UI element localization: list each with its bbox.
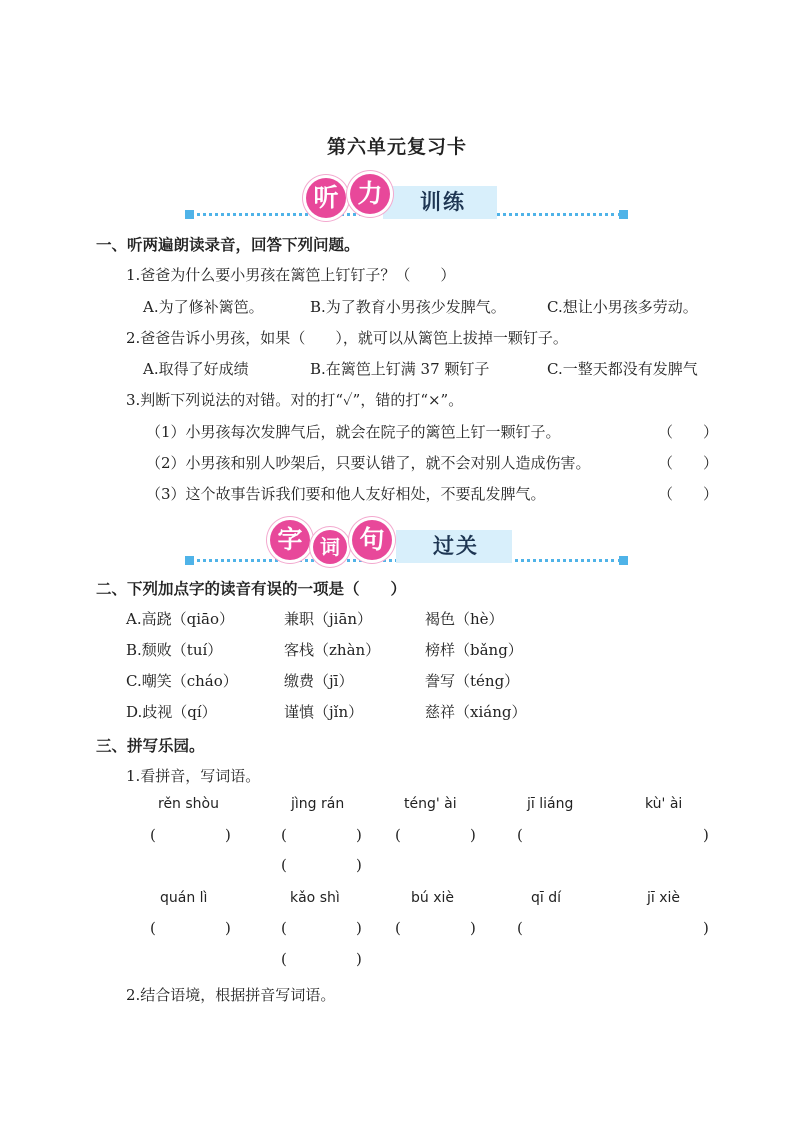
banner-circle-1: 听 xyxy=(306,178,346,218)
q2-option-b: B.在篱笆上钉满 37 颗钉子 xyxy=(310,360,490,378)
q3-item-1: （1）小男孩每次发脾气后，就会在院子的篱笆上钉一颗钉子。 xyxy=(146,423,561,441)
s2-a-3: 褐色（hè） xyxy=(425,610,504,628)
divider-end-square xyxy=(185,210,194,219)
question-2: 2.爸爸告诉小男孩，如果（ ），就可以从篱笆上拔掉一颗钉子。 xyxy=(126,329,568,347)
pinyin-8: bú xiè xyxy=(411,890,454,906)
close-bracket: ) xyxy=(356,856,362,874)
pinyin-7: kǎo shì xyxy=(290,890,340,906)
pinyin-1: rěn shòu xyxy=(158,796,219,812)
open-bracket: ( xyxy=(150,919,156,937)
open-bracket: ( xyxy=(281,919,287,937)
banner-tab: 训练 xyxy=(383,186,497,219)
open-bracket: ( xyxy=(150,826,156,844)
s2-b-2: 客栈（zhàn） xyxy=(284,641,381,659)
s2-c-2: 缴费（jī） xyxy=(284,672,354,690)
banner-tab: 过关 xyxy=(396,530,512,563)
pinyin-9: qī dí xyxy=(531,890,562,906)
section2-heading: 二、下列加点字的读音有误的一项是（ ） xyxy=(96,579,407,598)
q1-option-a: A.为了修补篱笆。 xyxy=(143,298,264,316)
q2-option-a: A.取得了好成绩 xyxy=(143,360,249,378)
section3-heading: 三、拼写乐园。 xyxy=(96,736,205,755)
pinyin-2: jìng rán xyxy=(291,796,345,812)
q1-option-c: C.想让小男孩多劳动。 xyxy=(547,298,698,316)
s2-c-1: C.嘲笑（cháo） xyxy=(126,672,238,690)
s2-a-1: A.高跷（qiāo） xyxy=(126,610,234,628)
close-bracket: ) xyxy=(703,919,709,937)
q1-option-b: B.为了教育小男孩少发脾气。 xyxy=(310,298,506,316)
section1-heading: 一、听两遍朗读录音，回答下列问题。 xyxy=(96,235,360,254)
s2-b-1: B.颓败（tuí） xyxy=(126,641,223,659)
banner-circle-3: 句 xyxy=(352,520,392,560)
s2-a-2: 兼职（jiān） xyxy=(284,610,373,628)
s2-b-3: 榜样（bǎng） xyxy=(425,641,523,659)
q3-item-2: （2）小男孩和别人吵架后，只要认错了，就不会对别人造成伤害。 xyxy=(146,454,591,472)
s2-c-3: 誊写（téng） xyxy=(425,672,520,690)
open-bracket: ( xyxy=(395,919,401,937)
open-bracket: ( xyxy=(281,826,287,844)
pinyin-3: téng' ài xyxy=(404,796,457,812)
close-bracket: ) xyxy=(225,826,231,844)
close-bracket: ) xyxy=(225,919,231,937)
q3-item-3-blank[interactable]: （ ） xyxy=(658,485,719,503)
open-bracket: ( xyxy=(281,950,287,968)
q2-option-c: C.一整天都没有发脾气 xyxy=(547,360,698,378)
sub-question-2: 2.结合语境，根据拼音写词语。 xyxy=(126,986,336,1004)
close-bracket: ) xyxy=(356,950,362,968)
close-bracket: ) xyxy=(470,826,476,844)
close-bracket: ) xyxy=(470,919,476,937)
open-bracket: ( xyxy=(395,826,401,844)
q3-item-2-blank[interactable]: （ ） xyxy=(658,454,719,472)
pinyin-10: jī xiè xyxy=(647,890,681,906)
banner-circle-1: 字 xyxy=(270,520,310,560)
s2-d-2: 谨慎（jǐn） xyxy=(284,703,364,721)
open-bracket: ( xyxy=(517,826,523,844)
page-title: 第六单元复习卡 xyxy=(326,136,467,158)
q3-item-3: （3）这个故事告诉我们要和他人友好相处，不要乱发脾气。 xyxy=(146,485,546,503)
pinyin-5: kù' ài xyxy=(645,796,683,812)
banner-circle-2: 词 xyxy=(313,530,347,564)
q3-item-1-blank[interactable]: （ ） xyxy=(658,423,719,441)
close-bracket: ) xyxy=(356,919,362,937)
open-bracket: ( xyxy=(281,856,287,874)
open-bracket: ( xyxy=(517,919,523,937)
s2-d-3: 慈祥（xiáng） xyxy=(425,703,527,721)
question-3: 3.判断下列说法的对错。对的打“✓”，错的打“×”。 xyxy=(126,391,464,409)
s2-d-1: D.歧视（qí） xyxy=(126,703,217,721)
close-bracket: ) xyxy=(703,826,709,844)
question-1: 1.爸爸为什么要小男孩在篱笆上钉钉子？（ ） xyxy=(126,266,456,284)
sub-question-1: 1.看拼音，写词语。 xyxy=(126,767,261,785)
divider-end-square xyxy=(619,556,628,565)
close-bracket: ) xyxy=(356,826,362,844)
pinyin-6: quán lì xyxy=(160,890,208,906)
pinyin-4: jī liáng xyxy=(527,796,574,812)
divider-end-square xyxy=(619,210,628,219)
banner-circle-2: 力 xyxy=(350,174,390,214)
divider-end-square xyxy=(185,556,194,565)
